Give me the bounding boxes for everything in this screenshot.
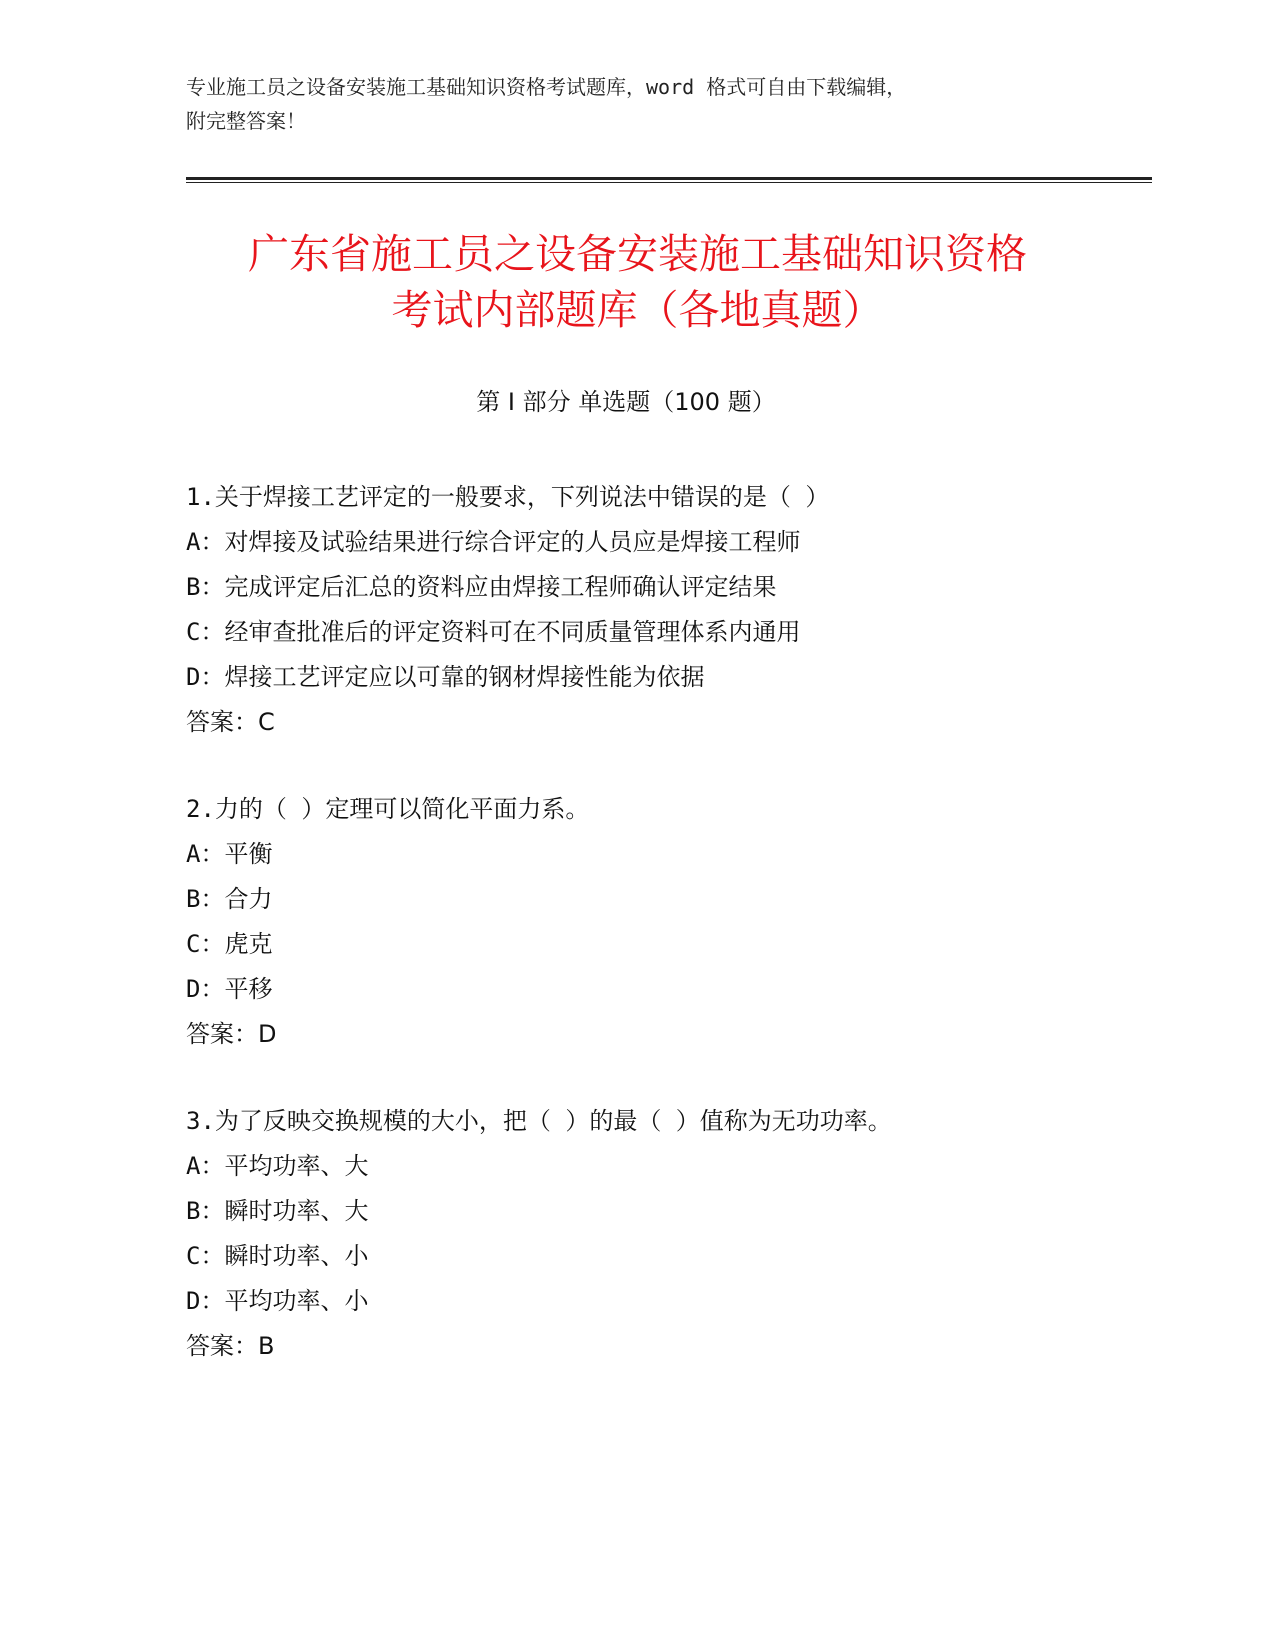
answer: 答案：B	[186, 1332, 275, 1360]
option-c: C：经审查批准后的评定资料可在不同质量管理体系内通用	[186, 618, 801, 646]
question-stem: 2.力的（ ）定理可以简化平面力系。	[186, 795, 590, 823]
option-c: C：瞬时功率、小	[186, 1242, 369, 1270]
question-3	[186, 1099, 1086, 1369]
option-d: D：平均功率、小	[186, 1287, 369, 1315]
question-stem: 1.关于焊接工艺评定的一般要求，下列说法中错误的是（ ）	[186, 483, 830, 511]
option-c: C：虎克	[186, 930, 273, 958]
answer: 答案：D	[186, 1020, 277, 1048]
header-divider-thin	[186, 182, 1152, 183]
question-stem: 3.为了反映交换规模的大小，把（ ）的最（ ）值称为无功功率。	[186, 1107, 892, 1135]
document-title	[120, 226, 1155, 338]
header-divider-thick	[186, 177, 1152, 180]
option-b: B：合力	[186, 885, 273, 913]
option-b: B：瞬时功率、大	[186, 1197, 369, 1225]
header-note-line-2: 附完整答案！	[186, 109, 306, 133]
question-1	[186, 475, 1086, 745]
question-2	[186, 787, 1086, 1057]
option-d: D：平移	[186, 975, 273, 1003]
section-title: 第 I 部分 单选题（100 题）	[476, 388, 776, 416]
option-a: A：对焊接及试验结果进行综合评定的人员应是焊接工程师	[186, 528, 801, 556]
option-b: B：完成评定后汇总的资料应由焊接工程师确认评定结果	[186, 573, 777, 601]
option-a: A：平均功率、大	[186, 1152, 369, 1180]
header-note	[186, 70, 1086, 138]
answer: 答案：C	[186, 708, 275, 736]
document-title-line-2: 考试内部题库（各地真题）	[391, 286, 884, 334]
question-list	[186, 475, 1086, 1411]
header-note-line-1: 专业施工员之设备安装施工基础知识资格考试题库，word 格式可自由下载编辑，	[186, 75, 907, 99]
option-d: D：焊接工艺评定应以可靠的钢材焊接性能为依据	[186, 663, 705, 691]
document-title-line-1: 广东省施工员之设备安装施工基础知识资格	[248, 230, 1027, 278]
option-a: A：平衡	[186, 840, 273, 868]
